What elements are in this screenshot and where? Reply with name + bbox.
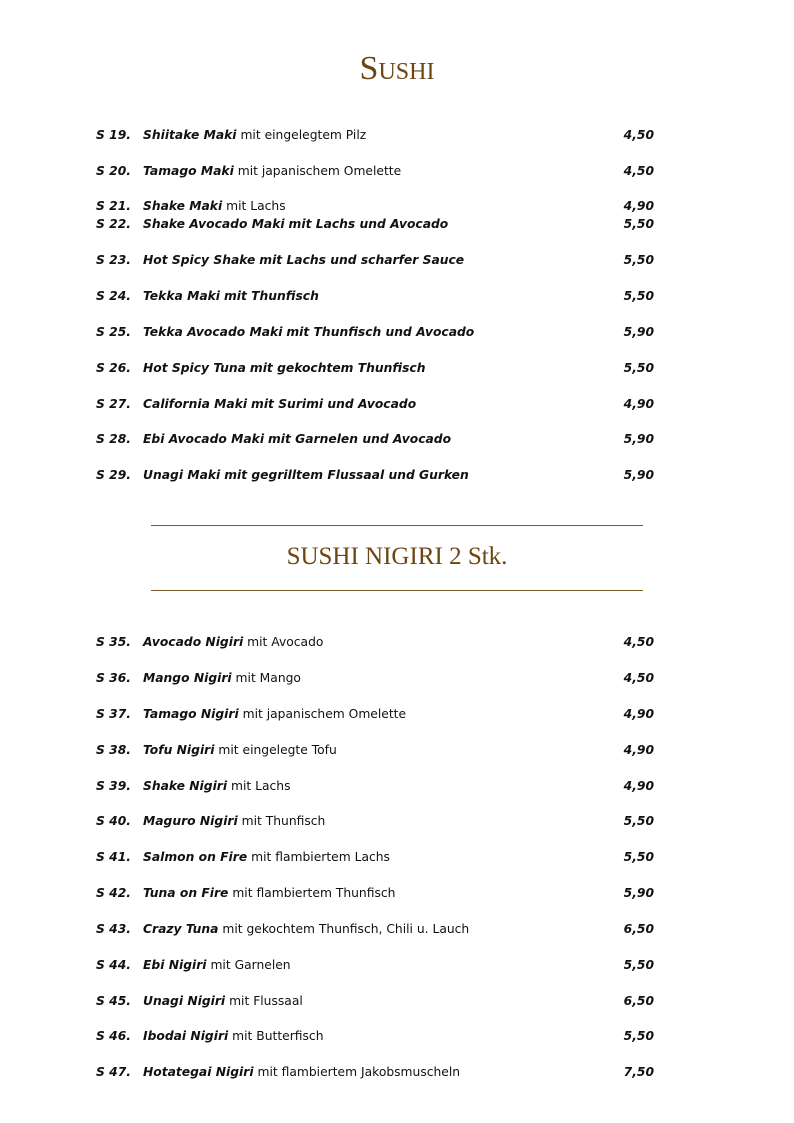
item-description: [143, 162, 401, 180]
item-name: Unagi Nigiri: [143, 994, 226, 1008]
item-code: S 28.: [96, 432, 131, 446]
item-code: S 41.: [96, 850, 131, 864]
item-price: 4,50: [623, 164, 654, 178]
item-detail: mit flambiertem Lachs: [251, 850, 390, 864]
item-price: 4,50: [623, 128, 654, 142]
item-price: 5,90: [623, 886, 654, 900]
item-price: 4,90: [623, 743, 654, 757]
item-price: 6,50: [623, 922, 654, 936]
item-detail: mit gekochtem Thunfisch, Chili u. Lauch: [222, 922, 470, 936]
item-detail: mit flambiertem Thunfisch: [232, 886, 396, 900]
item-detail: mit Lachs: [226, 199, 286, 213]
item-name: Tekka Maki: [143, 289, 221, 303]
item-detail: mit japanischem Omelette: [242, 707, 407, 721]
item-detail: mit Thunfisch und Avocado: [286, 325, 475, 339]
item-description: [143, 1063, 460, 1081]
item-name: Tofu Nigiri: [143, 743, 215, 757]
item-detail: mit Surimi und Avocado: [251, 397, 417, 411]
menu-item-row: [0, 884, 794, 902]
menu-item-row: [0, 1027, 794, 1045]
item-description: [143, 920, 469, 938]
item-price: 5,50: [623, 361, 654, 375]
item-price: 7,50: [623, 1065, 654, 1079]
item-name: Shake Avocado Maki: [143, 217, 285, 231]
menu-item-row: [0, 669, 794, 687]
item-description: [143, 466, 469, 484]
item-name: Avocado Nigiri: [143, 635, 244, 649]
item-price: 4,90: [623, 397, 654, 411]
menu-item-row: [0, 287, 794, 305]
item-code: S 39.: [96, 779, 131, 793]
item-detail: mit Mango: [235, 671, 301, 685]
item-description: [143, 395, 416, 413]
item-detail: mit japanischem Omelette: [237, 164, 402, 178]
menu-item-row: [0, 992, 794, 1010]
item-name: Tuna on Fire: [143, 886, 229, 900]
item-description: [143, 884, 395, 902]
item-code: S 44.: [96, 958, 131, 972]
item-code: S 36.: [96, 671, 131, 685]
item-detail: mit Flussaal: [229, 994, 303, 1008]
item-code: S 27.: [96, 397, 131, 411]
item-code: S 37.: [96, 707, 131, 721]
menu-item-row: [0, 162, 794, 180]
menu-item-row: [0, 126, 794, 144]
item-code: S 24.: [96, 289, 131, 303]
menu-item-row: [0, 1063, 794, 1081]
menu-item-row: [0, 920, 794, 938]
item-name: Hot Spicy Shake: [143, 253, 256, 267]
item-detail: mit Thunfisch: [241, 814, 326, 828]
item-code: S 46.: [96, 1029, 131, 1043]
item-name: Maguro Nigiri: [143, 814, 238, 828]
item-description: [143, 215, 448, 233]
item-name: Tekka Avocado Maki: [143, 325, 283, 339]
item-name: Crazy Tuna: [143, 922, 219, 936]
menu-item-row: [0, 466, 794, 484]
menu-item-row: [0, 812, 794, 830]
item-description: [143, 812, 325, 830]
item-name: Shake Nigiri: [143, 779, 228, 793]
item-description: [143, 287, 319, 305]
item-price: 5,90: [623, 468, 654, 482]
item-detail: mit Thunfisch: [223, 289, 319, 303]
item-description: [143, 741, 337, 759]
item-code: S 42.: [96, 886, 131, 900]
item-name: Ebi Nigiri: [143, 958, 207, 972]
item-price: 4,90: [623, 779, 654, 793]
item-code: S 47.: [96, 1065, 131, 1079]
menu-item-row: [0, 395, 794, 413]
divider-bottom: [151, 590, 643, 591]
item-name: Shiitake Maki: [143, 128, 237, 142]
item-description: [143, 956, 291, 974]
menu-item-row: [0, 777, 794, 795]
item-name: Ibodai Nigiri: [143, 1029, 229, 1043]
menu-item-row: [0, 430, 794, 448]
item-description: [143, 430, 451, 448]
menu-item-row: [0, 705, 794, 723]
item-description: [143, 1027, 323, 1045]
item-detail: mit Garnelen und Avocado: [267, 432, 452, 446]
item-description: [143, 197, 286, 215]
item-price: 5,50: [623, 217, 654, 231]
item-detail: mit eingelegte Tofu: [218, 743, 337, 757]
item-name: Shake Maki: [143, 199, 223, 213]
menu-item-row: [0, 633, 794, 651]
item-detail: mit eingelegtem Pilz: [240, 128, 367, 142]
item-code: S 20.: [96, 164, 131, 178]
item-description: [143, 323, 474, 341]
item-code: S 19.: [96, 128, 131, 142]
item-detail: mit Lachs: [231, 779, 291, 793]
item-price: 4,90: [623, 707, 654, 721]
item-detail: mit Garnelen: [210, 958, 291, 972]
menu-item-row: [0, 956, 794, 974]
item-code: S 29.: [96, 468, 131, 482]
divider-top: [151, 525, 643, 526]
item-description: [143, 633, 323, 651]
item-code: S 23.: [96, 253, 131, 267]
menu-item-row: [0, 215, 794, 233]
item-name: Unagi Maki: [143, 468, 221, 482]
item-code: S 45.: [96, 994, 131, 1008]
item-description: [143, 777, 290, 795]
item-detail: mit Lachs und Avocado: [288, 217, 449, 231]
item-code: S 35.: [96, 635, 131, 649]
sushi-section-title: Sushi: [359, 50, 435, 87]
item-price: 5,50: [623, 253, 654, 267]
item-detail: mit Avocado: [247, 635, 324, 649]
item-price: 5,50: [623, 850, 654, 864]
item-description: [143, 251, 464, 269]
item-name: Mango Nigiri: [143, 671, 232, 685]
item-name: Salmon on Fire: [143, 850, 248, 864]
item-code: S 26.: [96, 361, 131, 375]
item-detail: mit gegrilltem Flussaal und Gurken: [224, 468, 469, 482]
item-price: 4,50: [623, 635, 654, 649]
item-description: [143, 126, 366, 144]
nigiri-section-title: SUSHI NIGIRI 2 Stk.: [286, 543, 508, 570]
item-name: Tamago Maki: [143, 164, 234, 178]
item-price: 6,50: [623, 994, 654, 1008]
menu-item-row: [0, 741, 794, 759]
item-price: 5,90: [623, 432, 654, 446]
item-code: S 43.: [96, 922, 131, 936]
item-description: [143, 992, 303, 1010]
item-price: 5,50: [623, 1029, 654, 1043]
item-detail: mit gekochtem Thunfisch: [249, 361, 426, 375]
item-name: California Maki: [143, 397, 248, 411]
item-name: Ebi Avocado Maki: [143, 432, 265, 446]
item-price: 5,50: [623, 958, 654, 972]
item-name: Hot Spicy Tuna: [143, 361, 246, 375]
item-detail: mit Butterfisch: [232, 1029, 324, 1043]
item-detail: mit Lachs und scharfer Sauce: [259, 253, 465, 267]
menu-item-row: [0, 251, 794, 269]
item-code: S 22.: [96, 217, 131, 231]
item-price: 4,90: [623, 199, 654, 213]
item-description: [143, 359, 425, 377]
menu-item-row: [0, 323, 794, 341]
item-description: [143, 705, 406, 723]
menu-item-row: [0, 359, 794, 377]
item-price: 4,50: [623, 671, 654, 685]
item-price: 5,50: [623, 289, 654, 303]
menu-item-row: [0, 848, 794, 866]
item-detail: mit flambiertem Jakobsmuscheln: [257, 1065, 461, 1079]
item-price: 5,50: [623, 814, 654, 828]
item-name: Hotategai Nigiri: [143, 1065, 254, 1079]
item-description: [143, 848, 390, 866]
item-name: Tamago Nigiri: [143, 707, 239, 721]
item-code: S 40.: [96, 814, 131, 828]
item-code: S 25.: [96, 325, 131, 339]
item-code: S 21.: [96, 199, 131, 213]
menu-item-row: [0, 197, 794, 215]
item-price: 5,90: [623, 325, 654, 339]
item-description: [143, 669, 301, 687]
item-code: S 38.: [96, 743, 131, 757]
